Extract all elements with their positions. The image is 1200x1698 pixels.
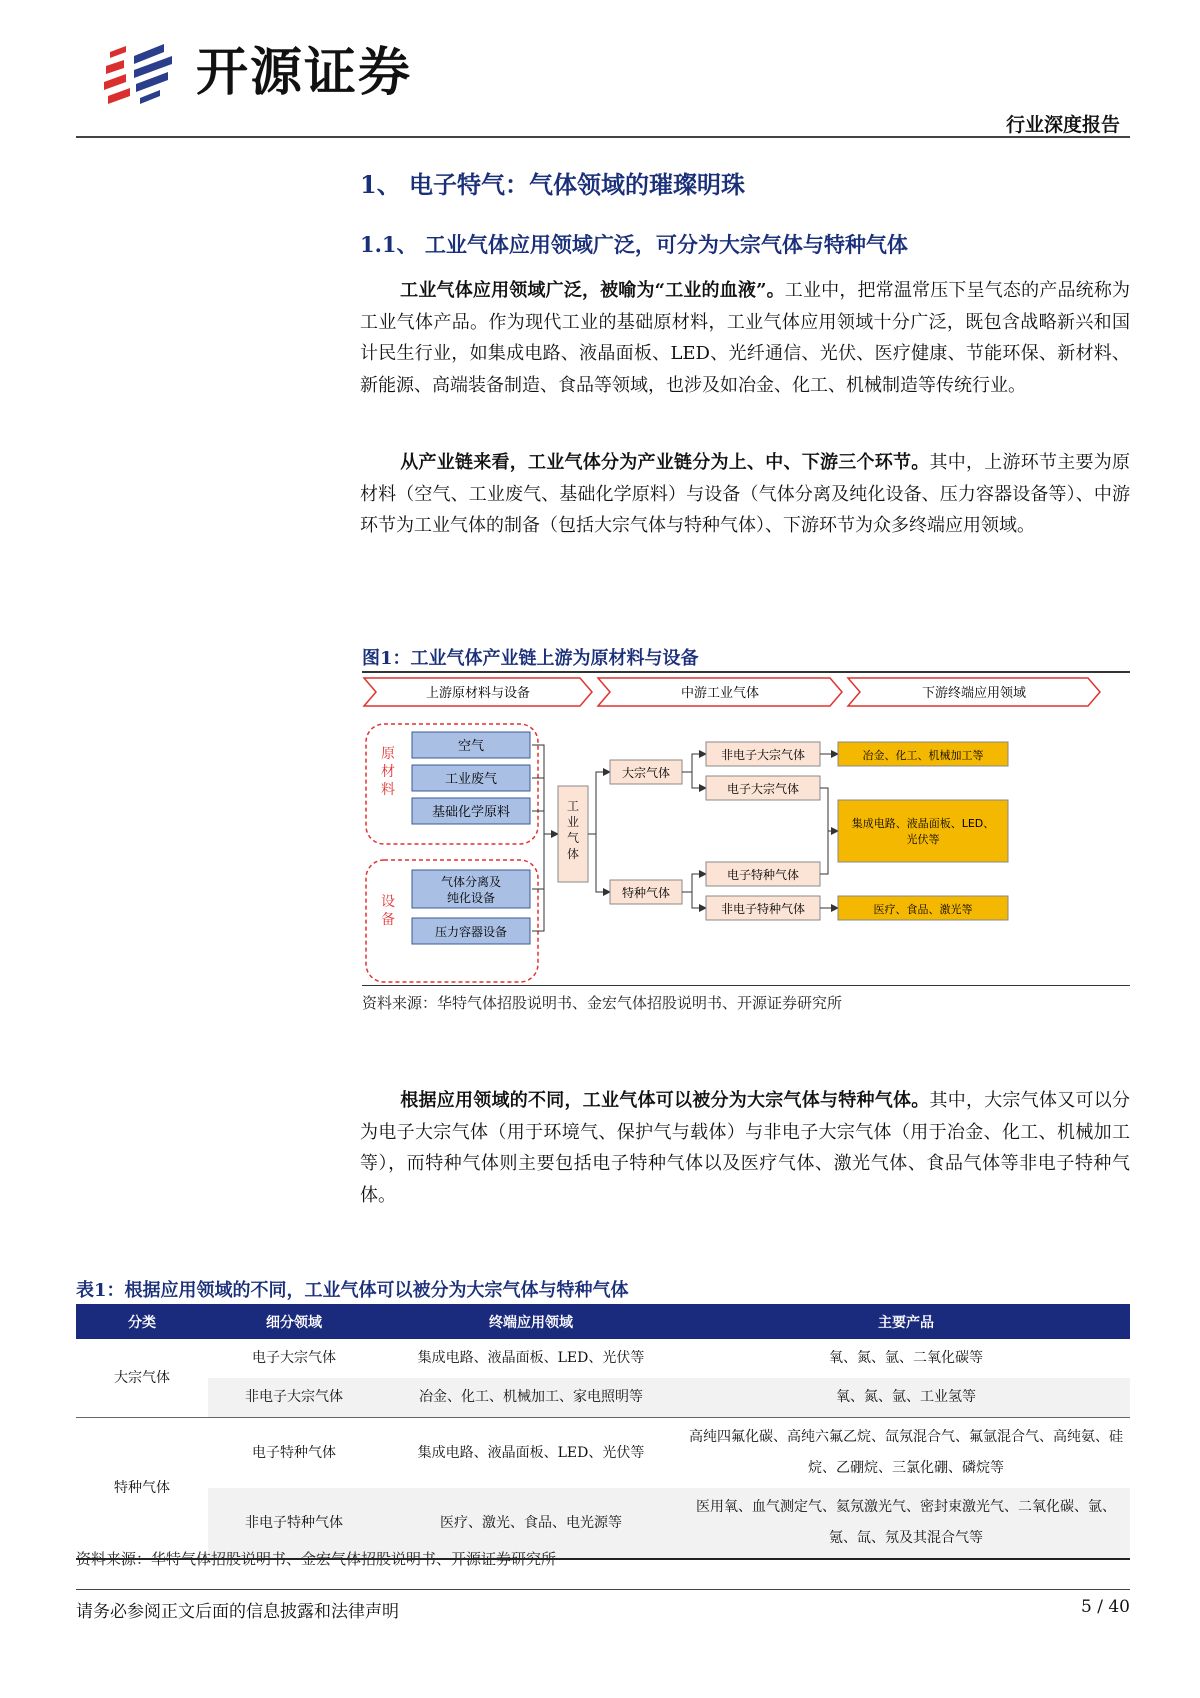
paragraph-3	[360, 1085, 1130, 1211]
industrial-gas-label: 工业气体	[566, 799, 580, 861]
table-1-title: 表1：根据应用领域的不同，工业气体可以被分为大宗气体与特种气体	[76, 1280, 629, 1301]
application-cell: 医疗、激光、食品、电光源等	[380, 1488, 682, 1559]
paragraph-2-lead: 从产业链来看，工业气体分为产业链分为上、中、下游三个环节。	[400, 452, 930, 473]
raw-item-air-label: 空气	[457, 739, 485, 754]
equip-group-label: 设备	[381, 894, 395, 928]
electronic-special-label: 电子特种气体	[726, 868, 800, 882]
brand-logo-icon	[100, 38, 182, 108]
subfield-cell: 电子大宗气体	[252, 1350, 336, 1366]
stage-label-midstream: 中游工业气体	[680, 686, 760, 701]
app-electronics-node	[838, 800, 1008, 862]
subfield-cell: 非电子特种气体	[208, 1488, 380, 1559]
non-electronic-special-label: 非电子特种气体	[720, 902, 806, 916]
header-divider	[76, 136, 1130, 138]
products-cell: 医用氧、血气测定气、氦氖激光气、密封束激光气、二氧化碳、氩、氪、氙、氖及其混合气等	[682, 1488, 1130, 1559]
col-subfield: 细分领域	[208, 1304, 380, 1339]
paragraph-1-lead: 工业气体应用领域广泛，被喻为“工业的血液”。	[400, 280, 785, 301]
application-cell: 集成电路、液晶面板、LED、光伏等	[417, 1444, 645, 1461]
stage-chevron-upstream	[364, 678, 592, 706]
table-row	[76, 1418, 1130, 1489]
page-number: 5 / 40	[1081, 1597, 1130, 1617]
industry-chain-diagram	[362, 674, 1130, 984]
table-row	[76, 1339, 1130, 1378]
stage-chevron-midstream	[598, 678, 842, 706]
products-cell: 氧、氮、氩、工业氢等	[682, 1378, 1130, 1418]
equip-item-pressure-label: 压力容器设备	[434, 925, 508, 939]
bulk-gas-label: 大宗气体	[621, 766, 671, 780]
stage-chevron-downstream	[848, 678, 1100, 706]
stage-label-upstream: 上游原材料与设备	[425, 686, 531, 701]
figure-bottom-rule	[362, 985, 1130, 986]
category-cell: 特种气体	[76, 1418, 208, 1560]
table-1-source: 资料来源：华特气体招股说明书、金宏气体招股说明书、开源证券研究所	[76, 1550, 557, 1568]
raw-item-chemicals-label: 基础化学原料	[431, 805, 511, 820]
electronic-bulk-label: 电子大宗气体	[726, 782, 800, 796]
paragraph-2	[360, 447, 1130, 542]
category-cell: 大宗气体	[76, 1339, 208, 1418]
raw-group-char-1: 原材料	[381, 746, 395, 798]
footer-divider	[76, 1589, 1130, 1590]
app-medical-label: 医疗、食品、激光等	[873, 903, 973, 916]
non-electronic-bulk-label: 非电子大宗气体	[720, 748, 806, 762]
gas-classification-table	[76, 1304, 1130, 1560]
paragraph-1	[360, 275, 1130, 401]
paragraph-1-body: 工业中，把常温常压下呈气态的产品统称为工业气体产品。作为现代工业的基础原材料，工业气体应用领域十分广泛，既包含战略新兴和国计民生行业，如集成电路、液晶面板、LED、光纤通信、光伏、医疗健康、节能环保、新材料、新能源、高端装备制造、食品等领域，也涉及如冶金、化工、机械制造等传统行业。	[360, 280, 1130, 396]
paragraph-3-body: 其中，大宗气体又可以分为电子大宗气体（用于环境气、保护气与载体）与非电子大宗气体（用于冶金、化工、机械加工等），而特种气体则主要包括电子特种气体以及医疗气体、激光气体、食品气体等非电子特种气体。	[360, 1090, 1130, 1206]
figure-top-rule	[362, 671, 1130, 673]
special-gas-label: 特种气体	[621, 886, 671, 900]
figure-1-title: 图1：工业气体产业链上游为原材料与设备	[362, 648, 699, 669]
table-row	[76, 1378, 1130, 1418]
application-cell: 冶金、化工、机械加工、家电照明等	[380, 1378, 682, 1418]
report-type: 行业深度报告	[1005, 114, 1120, 136]
col-products: 主要产品	[682, 1304, 1130, 1339]
brand-name: 开源证券	[196, 43, 413, 103]
equip-item-separation-label: 气体分离及纯化设备	[440, 875, 502, 905]
section-heading-1: 1、 电子特气：气体领域的璀璨明珠	[360, 170, 746, 199]
stage-label-downstream: 下游终端应用领域	[921, 686, 1027, 701]
app-metallurgy-label: 冶金、化工、机械加工等	[862, 749, 984, 762]
products-cell: 氧、氮、氩、二氧化碳等	[829, 1350, 983, 1366]
figure-1-source: 资料来源：华特气体招股说明书、金宏气体招股说明书、开源证券研究所	[362, 994, 843, 1012]
footer-disclaimer: 请务必参阅正文后面的信息披露和法律声明	[76, 1602, 399, 1622]
table-header-row	[76, 1304, 1130, 1339]
section-heading-1-1: 1.1、 工业气体应用领域广泛，可分为大宗气体与特种气体	[360, 232, 908, 257]
paragraph-3-lead: 根据应用领域的不同，工业气体可以被分为大宗气体与特种气体。	[400, 1090, 930, 1111]
col-application: 终端应用领域	[380, 1304, 682, 1339]
col-category: 分类	[76, 1304, 208, 1339]
products-cell: 高纯四氟化碳、高纯六氟乙烷、氙氖混合气、氟氩混合气、高纯氨、硅烷、乙硼烷、三氯化硼、磷烷等	[689, 1429, 1123, 1476]
subfield-cell: 非电子大宗气体	[208, 1378, 380, 1418]
application-cell: 集成电路、液晶面板、LED、光伏等	[417, 1350, 645, 1366]
app-electronics-label: 集成电路、液晶面板、LED、光伏等	[851, 817, 995, 846]
subfield-cell: 电子特种气体	[252, 1444, 336, 1461]
paragraph-2-body: 其中，上游环节主要为原材料（空气、工业废气、基础化学原料）与设备（气体分离及纯化设备、压力容器设备等）、中游环节为工业气体的制备（包括大宗气体与特种气体）、下游环节为众多终端应用领域。	[360, 452, 1130, 536]
raw-item-waste-gas-label: 工业废气	[444, 772, 498, 787]
